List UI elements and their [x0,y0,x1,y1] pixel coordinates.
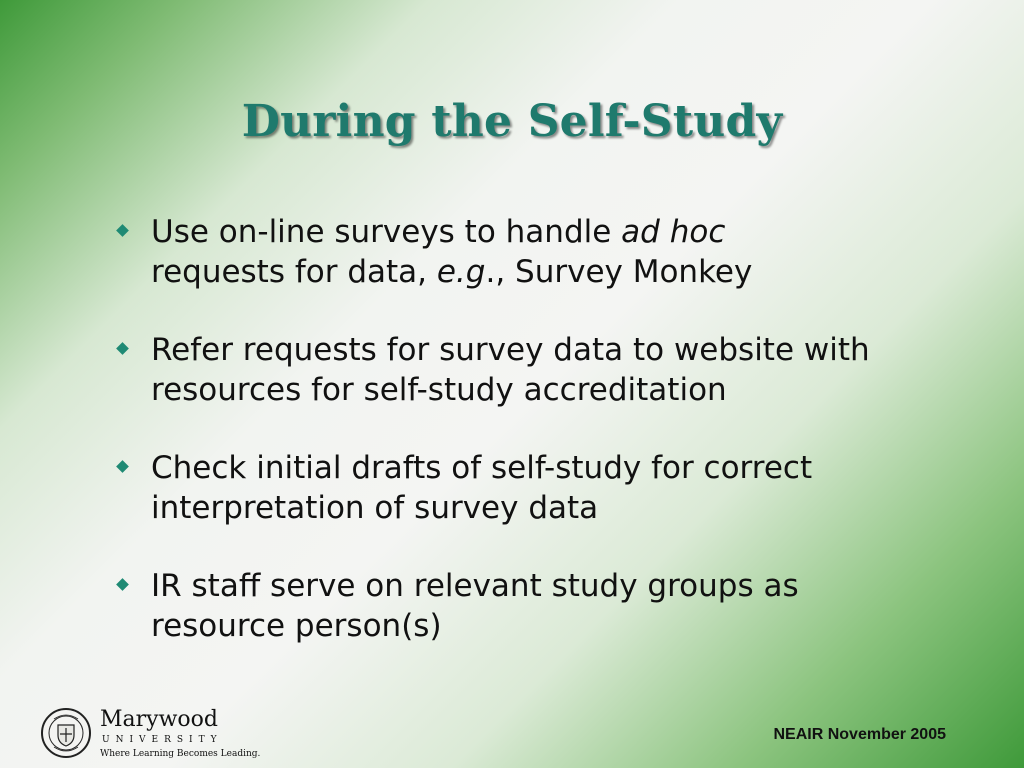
bullet-item [116,330,906,410]
slide-title: During the Self-Study [241,96,783,147]
diamond-bullet-icon [116,342,129,355]
logo-name: Marywood [100,707,218,732]
diamond-bullet-icon [116,460,129,473]
bullet-list [116,212,906,684]
bullet-text: Check initial drafts of self-study for correct interpretation of survey data [151,450,813,526]
diamond-bullet-icon [116,224,129,237]
bullet-item [116,566,906,646]
bullet-text: Refer requests for survey data to website with resources for self-study accreditation [151,332,870,408]
logo-university: UNIVERSITY [102,735,223,745]
bullet-item [116,212,906,292]
university-logo [40,707,261,763]
footer-text: NEAIR November 2005 [773,726,946,743]
bullet-text: IR staff serve on relevant study groups as resource person(s) [151,568,799,644]
bullet-text: Use on-line surveys to handle ad hoc requests for data, e.g., Survey Monkey [151,214,753,290]
logo-tagline: Where Learning Becomes Leading. [100,749,261,759]
bullet-item [116,448,906,528]
diamond-bullet-icon [116,578,129,591]
university-seal-icon [40,707,92,759]
